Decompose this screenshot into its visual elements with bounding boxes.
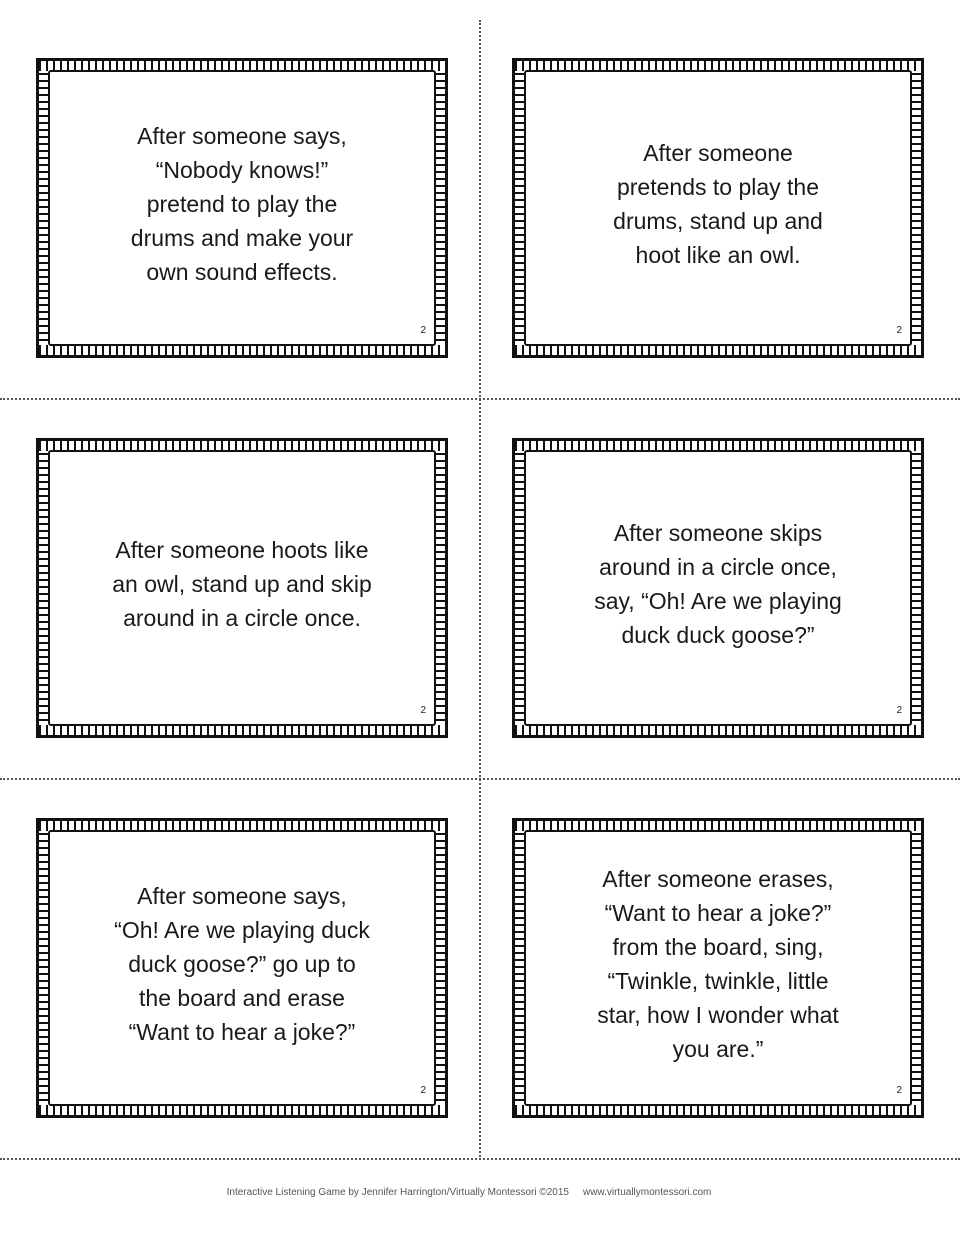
card-number: 2 [420,705,426,716]
horizontal-cut-line [0,398,960,400]
card-text: After someone pretends to play the drums, stand up and hoot like an owl. [613,140,823,268]
task-card [36,818,448,1118]
card-text: After someone hoots like an owl, stand up and skip around in a circle once. [112,537,372,631]
vertical-cut-line [479,20,481,1160]
footer-credit: Interactive Listening Game by Jennifer Harrington/Virtually Montessori ©2015 [226,1187,569,1198]
horizontal-cut-line [0,1158,960,1160]
card-number: 2 [896,1085,902,1096]
card-number: 2 [896,325,902,336]
footer-url[interactable]: www.virtuallymontessori.com [582,1187,712,1198]
task-card [512,438,924,738]
task-card [36,58,448,358]
card-frame [48,70,436,346]
card-text: After someone says, “Oh! Are we playing duck duck goose?” go up to the board and erase “Want to hear a joke?” [114,883,370,1045]
card-text: After someone skips around in a circle once, say, “Oh! Are we playing duck duck goose?” [594,520,842,648]
task-card [512,818,924,1118]
task-card [512,58,924,358]
task-card [36,438,448,738]
page-footer [0,1187,938,1198]
card-frame [48,450,436,726]
card-text: After someone says, “Nobody knows!” pretend to play the drums and make your own sound effects. [130,123,354,285]
horizontal-cut-line [0,778,960,780]
card-number: 2 [420,325,426,336]
card-frame [524,450,912,726]
card-number: 2 [896,705,902,716]
card-frame [48,830,436,1106]
card-number: 2 [420,1085,426,1096]
card-frame [524,830,912,1106]
card-frame [524,70,912,346]
card-text: After someone erases, “Want to hear a joke?” from the board, sing, “Twinkle, twinkle, little star, how I wonder what you are.” [597,866,839,1062]
